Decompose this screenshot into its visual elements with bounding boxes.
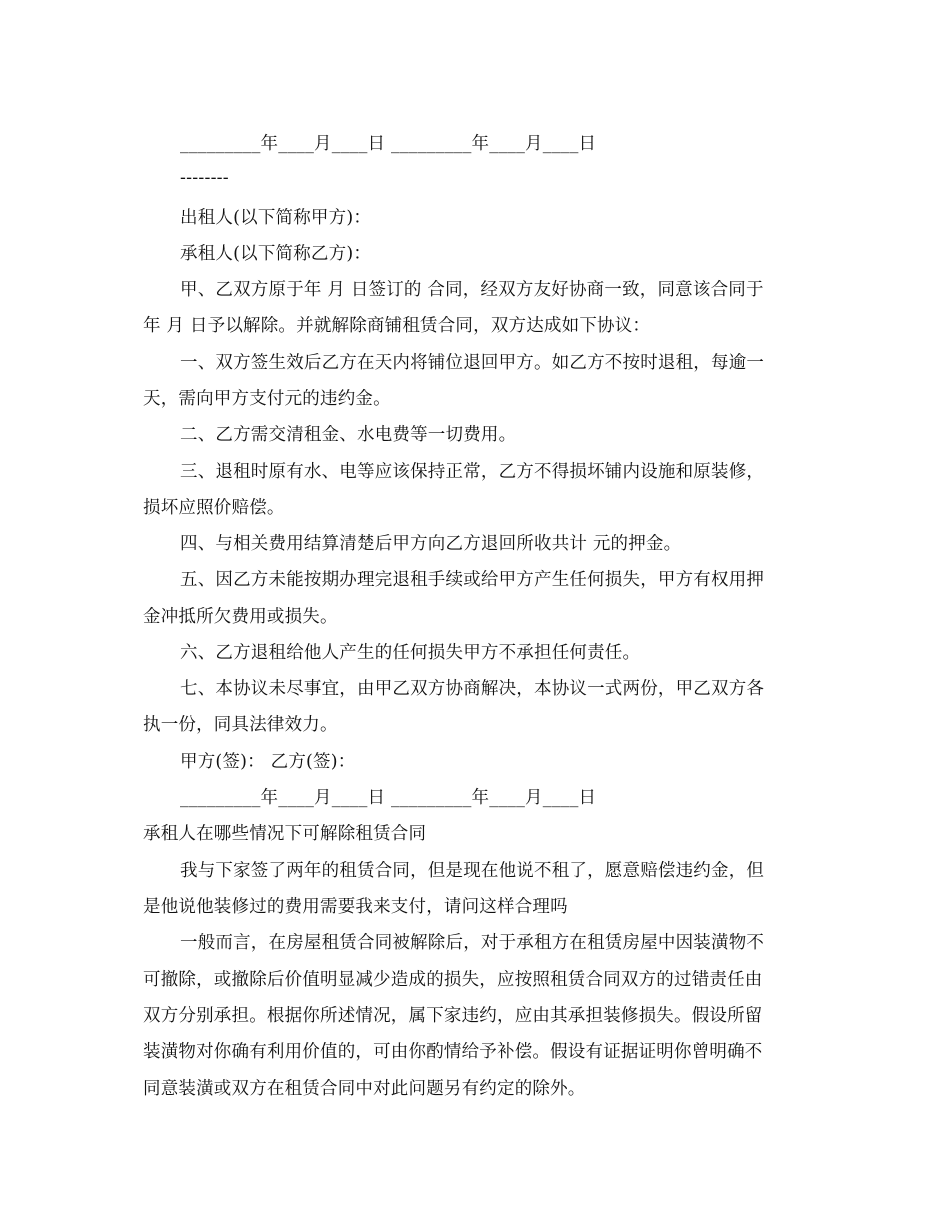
answer-line-2: 可撤除，或撤除后价值明显减少造成的损失，应按照租赁合同双方的过错责任由 xyxy=(143,970,763,990)
clause-4: 四、与相关费用结算清楚后甲方向乙方退回所收共计 元的押金。 xyxy=(180,534,682,554)
clause-1-line-2: 天，需向甲方支付元的违约金。 xyxy=(143,389,391,409)
dash-line: -------- xyxy=(180,168,229,188)
question-line-1: 我与下家签了两年的租赁合同，但是现在他说不租了，愿意赔偿违约金，但 xyxy=(180,861,765,881)
clause-6: 六、乙方退租给他人产生的任何损失甲方不承担任何责任。 xyxy=(180,643,641,663)
date-line-top: _________年____月____日 _________年____月____日 xyxy=(180,134,597,154)
question-line-2: 是他说他装修过的费用需要我来支付，请问这样合理吗 xyxy=(143,897,568,917)
clause-1-line-1: 一、双方签生效后乙方在天内将铺位退回甲方。如乙方不按时退租，每逾一 xyxy=(180,353,765,373)
signature-line: 甲方(签)： 乙方(签)： xyxy=(180,752,356,772)
date-line-bottom: _________年____月____日 _________年____月____日 xyxy=(180,788,597,808)
answer-line-4: 装潢物对你确有利用价值的，可由你酌情给予补偿。假设有证据证明你曾明确不 xyxy=(143,1042,763,1062)
answer-line-5: 同意装潢或双方在租赁合同中对此问题另有约定的除外。 xyxy=(143,1079,586,1099)
lessee-line: 承租人(以下简称乙方)： xyxy=(180,244,372,264)
clause-2: 二、乙方需交清租金、水电费等一切费用。 xyxy=(180,425,517,445)
clause-7-line-2: 执一份，同具法律效力。 xyxy=(143,715,338,735)
clause-5-line-2: 金冲抵所欠费用或损失。 xyxy=(143,607,338,627)
lessor-line: 出租人(以下简称甲方)： xyxy=(180,208,372,228)
answer-line-3: 双方分别承担。根据你所述情况，属下家违约，应由其承担装修损失。假设所留 xyxy=(143,1006,763,1026)
clause-5-line-1: 五、因乙方未能按期办理完退租手续或给甲方产生任何损失，甲方有权用押 xyxy=(180,570,765,590)
section-heading: 承租人在哪些情况下可解除租赁合同 xyxy=(143,824,427,844)
clause-3-line-1: 三、退租时原有水、电等应该保持正常，乙方不得损坏铺内设施和原装修， xyxy=(180,462,765,482)
intro-line-1: 甲、乙双方原于年 月 日签订的 合同，经双方友好协商一致，同意该合同于 xyxy=(180,280,764,300)
clause-7-line-1: 七、本协议未尽事宜，由甲乙双方协商解决，本协议一式两份，甲乙双方各 xyxy=(180,679,765,699)
answer-line-1: 一般而言，在房屋租赁合同被解除后，对于承租方在租赁房屋中因装潢物不 xyxy=(180,933,765,953)
intro-line-2: 年 月 日予以解除。并就解除商铺租赁合同，双方达成如下协议： xyxy=(143,316,651,336)
clause-3-line-2: 损坏应照价赔偿。 xyxy=(143,498,285,518)
